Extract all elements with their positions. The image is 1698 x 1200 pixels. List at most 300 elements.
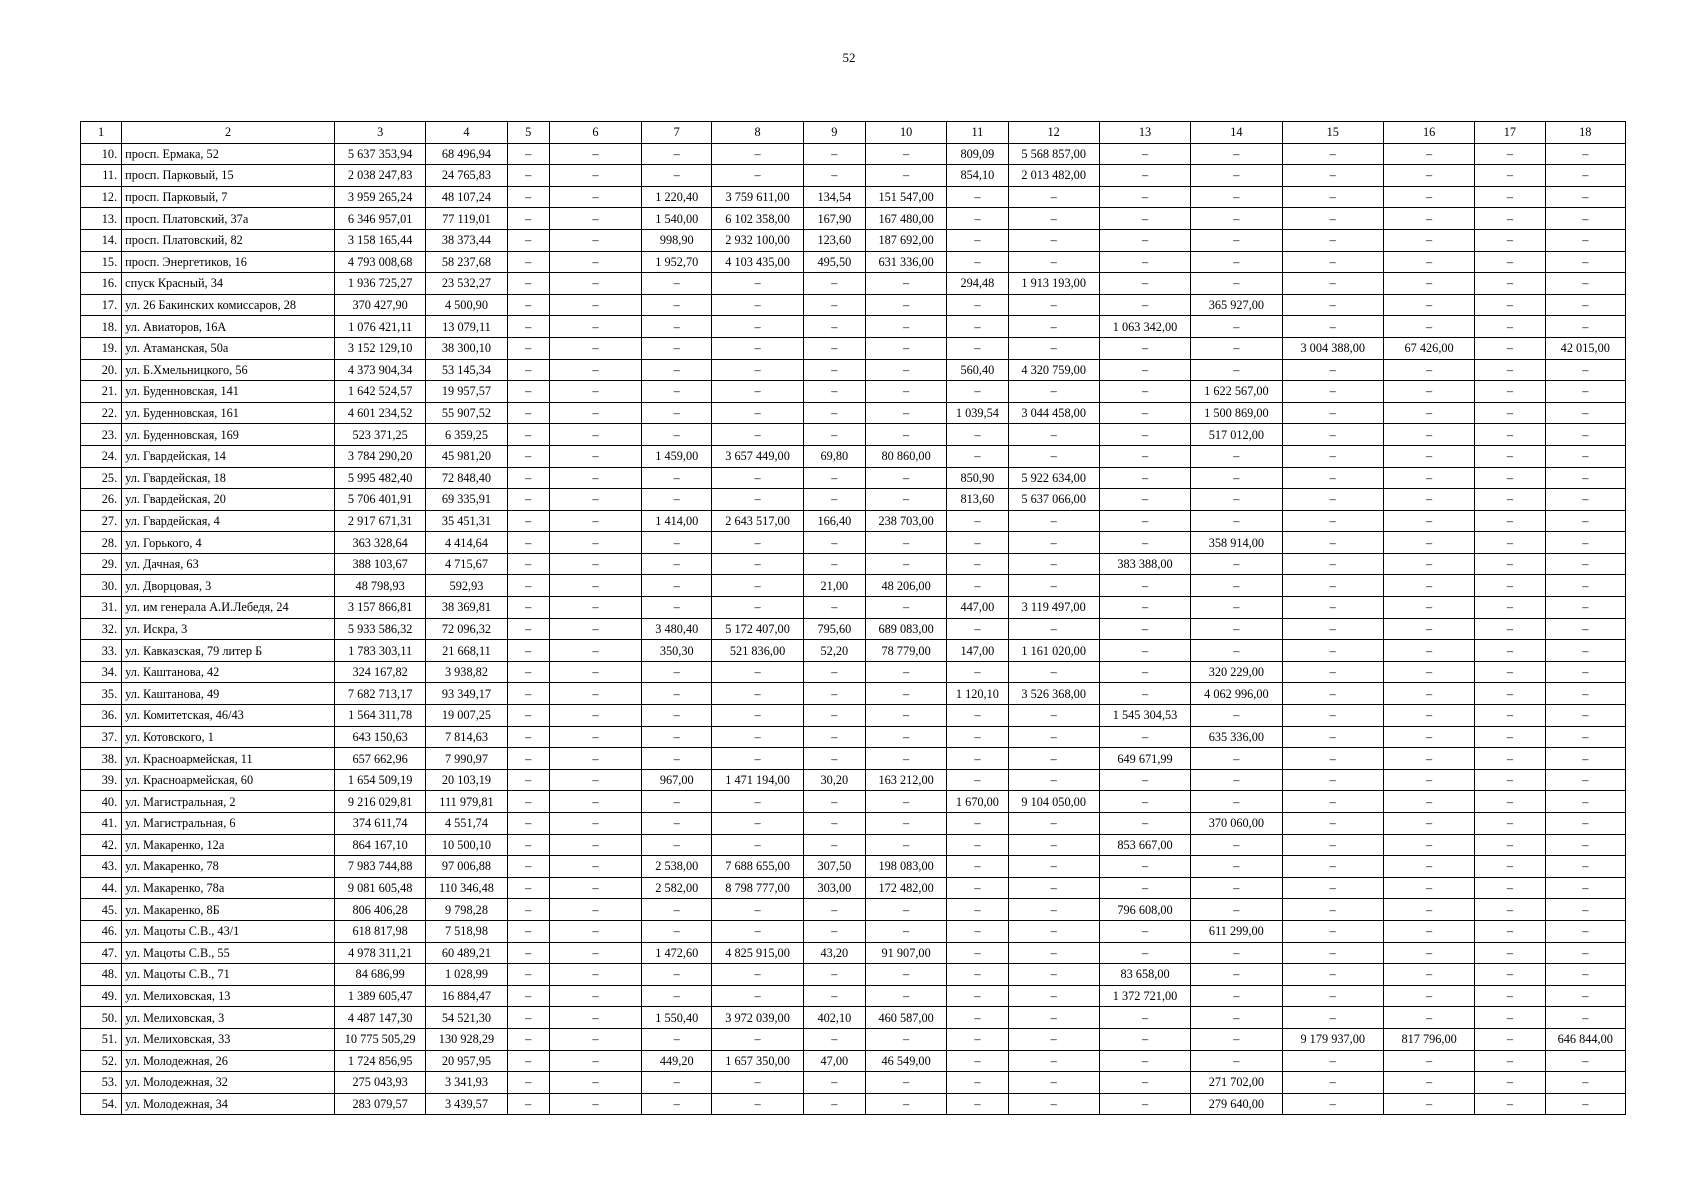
value-cell: – — [642, 553, 712, 575]
value-cell: – — [1191, 208, 1282, 230]
value-cell: – — [642, 273, 712, 295]
value-cell: 38 369,81 — [426, 597, 507, 619]
value-cell: – — [642, 294, 712, 316]
value-cell: – — [1008, 856, 1099, 878]
value-cell: 10 500,10 — [426, 834, 507, 856]
value-cell: 4 373 904,34 — [334, 359, 425, 381]
value-cell: – — [507, 186, 549, 208]
value-cell: – — [642, 381, 712, 403]
row-number-cell: 13. — [81, 208, 122, 230]
value-cell: – — [1545, 964, 1625, 986]
value-cell: – — [507, 337, 549, 359]
value-cell: – — [1383, 402, 1474, 424]
value-cell: – — [1099, 532, 1190, 554]
value-cell: – — [1191, 143, 1282, 165]
value-cell: – — [1383, 294, 1474, 316]
value-cell: – — [712, 316, 803, 338]
value-cell: – — [712, 661, 803, 683]
value-cell: 58 237,68 — [426, 251, 507, 273]
value-cell: – — [803, 964, 865, 986]
value-cell: – — [1475, 640, 1545, 662]
value-cell: 72 848,40 — [426, 467, 507, 489]
value-cell: 42 015,00 — [1545, 337, 1625, 359]
value-cell: 9 104 050,00 — [1008, 791, 1099, 813]
value-cell: – — [1008, 229, 1099, 251]
value-cell: – — [1099, 683, 1190, 705]
value-cell: – — [712, 294, 803, 316]
value-cell: – — [507, 705, 549, 727]
value-cell: – — [1282, 208, 1383, 230]
row-number-cell: 31. — [81, 597, 122, 619]
value-cell: – — [1383, 424, 1474, 446]
value-cell: – — [1099, 510, 1190, 532]
value-cell: 123,60 — [803, 229, 865, 251]
value-cell: – — [1191, 985, 1282, 1007]
address-cell: ул. Дворцовая, 3 — [122, 575, 335, 597]
value-cell: – — [1383, 575, 1474, 597]
value-cell: – — [1008, 834, 1099, 856]
value-cell: 1 913 193,00 — [1008, 273, 1099, 295]
value-cell: – — [1282, 553, 1383, 575]
value-cell: 53 145,34 — [426, 359, 507, 381]
row-number-cell: 47. — [81, 942, 122, 964]
table-row — [81, 597, 1626, 619]
value-cell: – — [1099, 856, 1190, 878]
value-cell: – — [1383, 186, 1474, 208]
value-cell: – — [947, 337, 1008, 359]
value-cell: – — [1545, 575, 1625, 597]
value-cell: 1 161 020,00 — [1008, 640, 1099, 662]
value-cell: 9 179 937,00 — [1282, 1028, 1383, 1050]
value-cell: 9 798,28 — [426, 899, 507, 921]
value-cell: – — [1282, 661, 1383, 683]
value-cell: – — [549, 316, 641, 338]
value-cell: – — [1099, 726, 1190, 748]
value-cell: – — [1383, 1072, 1474, 1094]
value-cell: – — [1475, 143, 1545, 165]
address-cell: ул. Мелиховская, 13 — [122, 985, 335, 1007]
value-cell: 449,20 — [642, 1050, 712, 1072]
value-cell: 7 518,98 — [426, 920, 507, 942]
value-cell: – — [712, 1093, 803, 1115]
value-cell: – — [803, 143, 865, 165]
value-cell: – — [1282, 467, 1383, 489]
value-cell: – — [865, 834, 946, 856]
value-cell: – — [803, 813, 865, 835]
address-cell: ул. Гвардейская, 14 — [122, 445, 335, 467]
value-cell: – — [865, 467, 946, 489]
column-header: 14 — [1191, 122, 1282, 144]
value-cell: – — [1282, 165, 1383, 187]
value-cell: 365 927,00 — [1191, 294, 1282, 316]
row-number-cell: 37. — [81, 726, 122, 748]
value-cell: – — [1008, 661, 1099, 683]
address-cell: ул. Мелиховская, 33 — [122, 1028, 335, 1050]
value-cell: – — [507, 294, 549, 316]
value-cell: – — [1383, 618, 1474, 640]
value-cell: – — [642, 899, 712, 921]
value-cell: – — [947, 532, 1008, 554]
value-cell: 689 083,00 — [865, 618, 946, 640]
value-cell: – — [1282, 1072, 1383, 1094]
value-cell: – — [947, 856, 1008, 878]
value-cell: – — [712, 143, 803, 165]
value-cell: 48 107,24 — [426, 186, 507, 208]
value-cell: – — [1475, 964, 1545, 986]
value-cell: – — [549, 640, 641, 662]
value-cell: 998,90 — [642, 229, 712, 251]
value-cell: 72 096,32 — [426, 618, 507, 640]
value-cell: – — [549, 165, 641, 187]
address-cell: ул. Котовского, 1 — [122, 726, 335, 748]
value-cell: – — [1545, 553, 1625, 575]
value-cell: – — [947, 661, 1008, 683]
value-cell: – — [1099, 359, 1190, 381]
value-cell: – — [507, 424, 549, 446]
value-cell: 303,00 — [803, 877, 865, 899]
value-cell: – — [507, 445, 549, 467]
value-cell: – — [803, 381, 865, 403]
value-cell: 111 979,81 — [426, 791, 507, 813]
row-number-cell: 32. — [81, 618, 122, 640]
column-header: 15 — [1282, 122, 1383, 144]
table-row — [81, 510, 1626, 532]
column-header: 11 — [947, 122, 1008, 144]
value-cell: – — [1545, 251, 1625, 273]
value-cell: – — [507, 143, 549, 165]
value-cell: – — [1545, 597, 1625, 619]
value-cell: 80 860,00 — [865, 445, 946, 467]
value-cell: – — [1383, 1050, 1474, 1072]
value-cell: – — [1475, 445, 1545, 467]
value-cell: – — [803, 467, 865, 489]
value-cell: – — [507, 316, 549, 338]
value-cell: – — [1008, 186, 1099, 208]
value-cell: 320 229,00 — [1191, 661, 1282, 683]
value-cell: 560,40 — [947, 359, 1008, 381]
value-cell: – — [1475, 381, 1545, 403]
value-cell: – — [1008, 1093, 1099, 1115]
value-cell: – — [865, 1093, 946, 1115]
value-cell: 167 480,00 — [865, 208, 946, 230]
value-cell: 2 582,00 — [642, 877, 712, 899]
row-number-cell: 22. — [81, 402, 122, 424]
value-cell: – — [1282, 316, 1383, 338]
value-cell: – — [712, 683, 803, 705]
address-cell: ул. Искра, 3 — [122, 618, 335, 640]
value-cell: – — [549, 1028, 641, 1050]
value-cell: – — [1099, 1072, 1190, 1094]
value-cell: 4 978 311,21 — [334, 942, 425, 964]
address-cell: ул. Комитетская, 46/43 — [122, 705, 335, 727]
value-cell: – — [1008, 251, 1099, 273]
column-header: 10 — [865, 122, 946, 144]
value-cell: 2 917 671,31 — [334, 510, 425, 532]
value-cell: 167,90 — [803, 208, 865, 230]
value-cell: – — [1191, 597, 1282, 619]
value-cell: 4 062 996,00 — [1191, 683, 1282, 705]
value-cell: – — [1191, 316, 1282, 338]
value-cell: – — [1383, 165, 1474, 187]
value-cell: – — [1475, 165, 1545, 187]
value-cell: 84 686,99 — [334, 964, 425, 986]
row-number-cell: 21. — [81, 381, 122, 403]
value-cell: – — [865, 791, 946, 813]
value-cell: – — [1545, 1072, 1625, 1094]
value-cell: – — [549, 597, 641, 619]
value-cell: – — [1545, 445, 1625, 467]
column-header: 9 — [803, 122, 865, 144]
value-cell: – — [1475, 553, 1545, 575]
value-cell: – — [1282, 402, 1383, 424]
column-header: 16 — [1383, 122, 1474, 144]
value-cell: – — [865, 899, 946, 921]
value-cell: – — [1383, 920, 1474, 942]
value-cell: 151 547,00 — [865, 186, 946, 208]
value-cell: – — [1282, 273, 1383, 295]
value-cell: – — [1008, 381, 1099, 403]
value-cell: – — [1282, 813, 1383, 835]
value-cell: 2 013 482,00 — [1008, 165, 1099, 187]
value-cell: – — [549, 294, 641, 316]
value-cell: 388 103,67 — [334, 553, 425, 575]
value-cell: – — [1475, 1028, 1545, 1050]
value-cell: – — [1008, 813, 1099, 835]
table-row — [81, 575, 1626, 597]
value-cell: 97 006,88 — [426, 856, 507, 878]
value-cell: – — [1545, 705, 1625, 727]
value-cell: – — [1099, 661, 1190, 683]
row-number-cell: 42. — [81, 834, 122, 856]
value-cell: – — [642, 683, 712, 705]
value-cell: – — [549, 229, 641, 251]
value-cell: – — [803, 294, 865, 316]
value-cell: – — [803, 424, 865, 446]
value-cell: – — [1383, 942, 1474, 964]
value-cell: – — [1191, 337, 1282, 359]
value-cell: – — [1282, 1093, 1383, 1115]
value-cell: – — [1099, 337, 1190, 359]
table-body — [81, 143, 1626, 1115]
header-row — [81, 122, 1626, 144]
table-row — [81, 553, 1626, 575]
address-cell: ул. Молодежная, 32 — [122, 1072, 335, 1094]
value-cell: – — [1282, 683, 1383, 705]
value-cell: – — [1008, 337, 1099, 359]
value-cell: – — [1475, 705, 1545, 727]
value-cell: – — [549, 705, 641, 727]
column-header: 7 — [642, 122, 712, 144]
value-cell: – — [1475, 899, 1545, 921]
value-cell: – — [865, 597, 946, 619]
register-table — [80, 121, 1626, 1115]
address-cell: ул. 26 Бакинских комиссаров, 28 — [122, 294, 335, 316]
value-cell: 3 157 866,81 — [334, 597, 425, 619]
value-cell: 38 300,10 — [426, 337, 507, 359]
value-cell: – — [865, 748, 946, 770]
value-cell: – — [1191, 489, 1282, 511]
value-cell: – — [1475, 597, 1545, 619]
value-cell: 806 406,28 — [334, 899, 425, 921]
value-cell: – — [642, 402, 712, 424]
value-cell: – — [1191, 467, 1282, 489]
value-cell: 646 844,00 — [1545, 1028, 1625, 1050]
value-cell: – — [1282, 877, 1383, 899]
value-cell: – — [1475, 251, 1545, 273]
value-cell: – — [1383, 964, 1474, 986]
value-cell: – — [1191, 273, 1282, 295]
value-cell: – — [803, 705, 865, 727]
value-cell: – — [865, 381, 946, 403]
value-cell: – — [1475, 813, 1545, 835]
value-cell: 3 119 497,00 — [1008, 597, 1099, 619]
value-cell: – — [1475, 1093, 1545, 1115]
row-number-cell: 23. — [81, 424, 122, 446]
value-cell: – — [507, 640, 549, 662]
value-cell: – — [1383, 251, 1474, 273]
value-cell: – — [1475, 748, 1545, 770]
value-cell: – — [1383, 208, 1474, 230]
value-cell: – — [1191, 705, 1282, 727]
row-number-cell: 14. — [81, 229, 122, 251]
value-cell: – — [1191, 1050, 1282, 1072]
value-cell: – — [865, 532, 946, 554]
value-cell: – — [1191, 856, 1282, 878]
value-cell: – — [642, 467, 712, 489]
address-cell: просп. Ермака, 52 — [122, 143, 335, 165]
value-cell: 1 642 524,57 — [334, 381, 425, 403]
value-cell: 3 526 368,00 — [1008, 683, 1099, 705]
value-cell: – — [1545, 165, 1625, 187]
value-cell: 3 341,93 — [426, 1072, 507, 1094]
value-cell: – — [947, 705, 1008, 727]
value-cell: – — [1475, 769, 1545, 791]
address-cell: ул. Кавказская, 79 литер Б — [122, 640, 335, 662]
value-cell: 5 172 407,00 — [712, 618, 803, 640]
value-cell: 21,00 — [803, 575, 865, 597]
row-number-cell: 40. — [81, 791, 122, 813]
value-cell: – — [1545, 856, 1625, 878]
value-cell: – — [1545, 877, 1625, 899]
value-cell: – — [1282, 942, 1383, 964]
value-cell: – — [1475, 661, 1545, 683]
value-cell: – — [507, 985, 549, 1007]
value-cell: – — [947, 899, 1008, 921]
value-cell: – — [1545, 942, 1625, 964]
row-number-cell: 36. — [81, 705, 122, 727]
table-row — [81, 769, 1626, 791]
table-row — [81, 1007, 1626, 1029]
value-cell: – — [712, 834, 803, 856]
value-cell: – — [507, 553, 549, 575]
value-cell: – — [1545, 467, 1625, 489]
value-cell: – — [947, 1028, 1008, 1050]
value-cell: – — [507, 165, 549, 187]
value-cell: 1 550,40 — [642, 1007, 712, 1029]
value-cell: – — [549, 748, 641, 770]
value-cell: 19 957,57 — [426, 381, 507, 403]
value-cell: – — [947, 834, 1008, 856]
value-cell: – — [1099, 575, 1190, 597]
value-cell: 635 336,00 — [1191, 726, 1282, 748]
value-cell: – — [803, 834, 865, 856]
value-cell: – — [865, 553, 946, 575]
value-cell: 5 637 353,94 — [334, 143, 425, 165]
value-cell: – — [1099, 467, 1190, 489]
value-cell: – — [1383, 705, 1474, 727]
value-cell: – — [1545, 726, 1625, 748]
value-cell: 9 216 029,81 — [334, 791, 425, 813]
table-row — [81, 705, 1626, 727]
value-cell: – — [549, 575, 641, 597]
value-cell: – — [642, 359, 712, 381]
value-cell: 1 414,00 — [642, 510, 712, 532]
table-row — [81, 186, 1626, 208]
value-cell: – — [549, 1093, 641, 1115]
value-cell: – — [1475, 532, 1545, 554]
value-cell: – — [1282, 294, 1383, 316]
value-cell: – — [1282, 381, 1383, 403]
value-cell: – — [1282, 424, 1383, 446]
value-cell: – — [947, 920, 1008, 942]
value-cell: – — [947, 575, 1008, 597]
value-cell: – — [507, 813, 549, 835]
value-cell: – — [1545, 1007, 1625, 1029]
row-number-cell: 46. — [81, 920, 122, 942]
value-cell: – — [1545, 920, 1625, 942]
column-header: 12 — [1008, 122, 1099, 144]
value-cell: – — [549, 424, 641, 446]
value-cell: – — [642, 316, 712, 338]
row-number-cell: 39. — [81, 769, 122, 791]
value-cell: – — [507, 467, 549, 489]
value-cell: – — [712, 273, 803, 295]
value-cell: 130 928,29 — [426, 1028, 507, 1050]
value-cell: 19 007,25 — [426, 705, 507, 727]
value-cell: 7 682 713,17 — [334, 683, 425, 705]
value-cell: 521 836,00 — [712, 640, 803, 662]
value-cell: 1 063 342,00 — [1099, 316, 1190, 338]
value-cell: – — [507, 251, 549, 273]
value-cell: – — [507, 1050, 549, 1072]
value-cell: – — [507, 489, 549, 511]
value-cell: – — [865, 964, 946, 986]
value-cell: – — [947, 985, 1008, 1007]
value-cell: 4 793 008,68 — [334, 251, 425, 273]
value-cell: 813,60 — [947, 489, 1008, 511]
value-cell: – — [1099, 597, 1190, 619]
value-cell: – — [1545, 143, 1625, 165]
value-cell: 649 671,99 — [1099, 748, 1190, 770]
value-cell: 3 480,40 — [642, 618, 712, 640]
address-cell: ул. Красноармейская, 60 — [122, 769, 335, 791]
value-cell: – — [1383, 877, 1474, 899]
value-cell: – — [1099, 143, 1190, 165]
value-cell: – — [549, 661, 641, 683]
value-cell: – — [507, 618, 549, 640]
column-header: 4 — [426, 122, 507, 144]
value-cell: – — [1282, 618, 1383, 640]
value-cell: – — [803, 402, 865, 424]
value-cell: 54 521,30 — [426, 1007, 507, 1029]
value-cell: 7 688 655,00 — [712, 856, 803, 878]
value-cell: 238 703,00 — [865, 510, 946, 532]
value-cell: 69,80 — [803, 445, 865, 467]
value-cell: – — [712, 705, 803, 727]
value-cell: 48 206,00 — [865, 575, 946, 597]
value-cell: – — [1008, 1028, 1099, 1050]
value-cell: – — [865, 920, 946, 942]
